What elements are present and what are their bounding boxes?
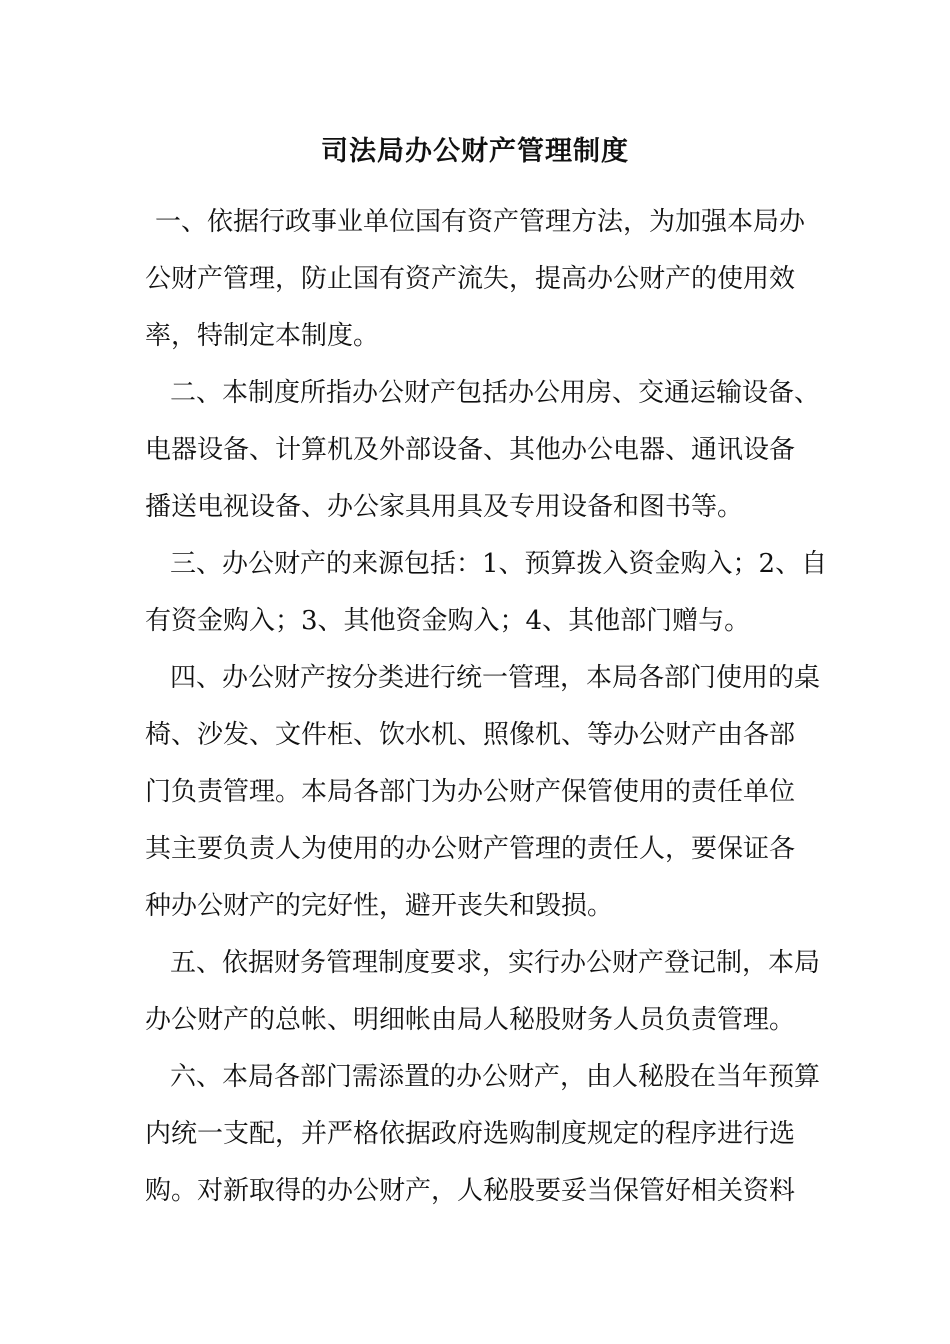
- paragraph-1-line-3: 率，特制定本制度。: [145, 321, 380, 351]
- paragraph-1-line-2: 公财产管理，防止国有资产流失，提高办公财产的使用效: [145, 264, 796, 294]
- paragraph-4-line-1: 四、办公财产按分类进行统一管理，本局各部门使用的桌: [170, 663, 821, 693]
- paragraph-4-line-2: 椅、沙发、文件柜、饮水机、照像机、等办公财产由各部: [145, 720, 796, 750]
- paragraph-2-line-3: 播送电视设备、办公家具用具及专用设备和图书等。: [145, 492, 744, 522]
- paragraph-6-line-2: 内统一支配，并严格依据政府选购制度规定的程序进行选: [145, 1119, 796, 1149]
- paragraph-5-line-1: 五、依据财务管理制度要求，实行办公财产登记制，本局: [170, 948, 821, 978]
- document-title: 司法局办公财产管理制度: [321, 136, 629, 167]
- paragraph-2-line-2: 电器设备、计算机及外部设备、其他办公电器、通讯设备: [145, 435, 796, 465]
- paragraph-3-line-2: 有资金购入；3、其他资金购入；4、其他部门赠与。: [145, 606, 751, 636]
- paragraph-4-line-5: 种办公财产的完好性，避开丧失和毁损。: [145, 891, 614, 921]
- paragraph-4-line-3: 门负责管理。本局各部门为办公财产保管使用的责任单位: [145, 777, 796, 807]
- paragraph-3-line-1: 三、办公财产的来源包括：1、预算拨入资金购入；2、自: [170, 549, 828, 579]
- paragraph-6-line-1: 六、本局各部门需添置的办公财产，由人秘股在当年预算: [170, 1062, 821, 1092]
- paragraph-4-line-4: 其主要负责人为使用的办公财产管理的责任人，要保证各: [145, 834, 796, 864]
- paragraph-5-line-2: 办公财产的总帐、明细帐由局人秘股财务人员负责管理。: [145, 1005, 796, 1035]
- paragraph-2-line-1: 二、本制度所指办公财产包括办公用房、交通运输设备、: [170, 378, 821, 408]
- paragraph-6-line-3: 购。对新取得的办公财产，人秘股要妥当保管好相关资料: [145, 1176, 796, 1206]
- paragraph-1-line-1: 一、依据行政事业单位国有资产管理方法，为加强本局办: [155, 207, 806, 237]
